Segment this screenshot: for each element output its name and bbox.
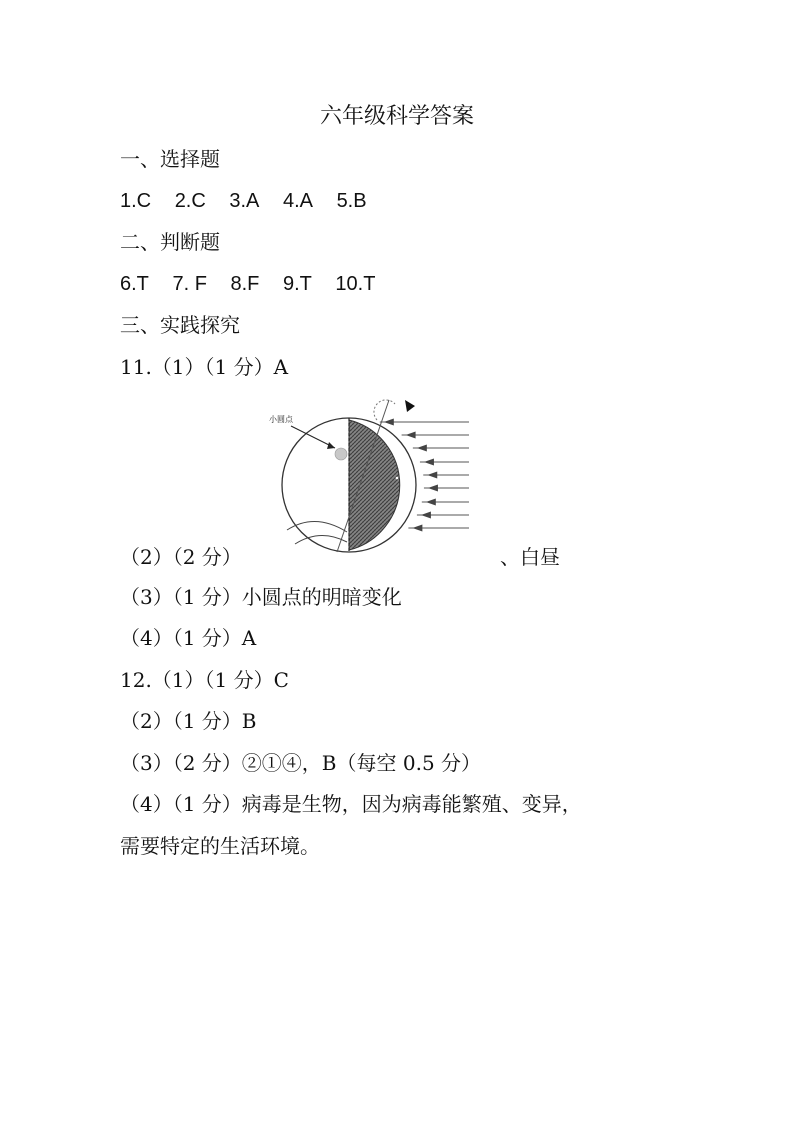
q11-part2-prefix: （2）（2 分）	[120, 545, 242, 569]
sun-ray-arrowhead	[417, 445, 427, 452]
answer-5: 5.B	[336, 190, 367, 212]
q12-part4-line2: 需要特定的生活环境。	[120, 834, 320, 858]
rotation-arrow-icon	[405, 400, 415, 412]
answer-2: 2.C	[174, 190, 206, 212]
answer-10: 10.T	[335, 273, 376, 295]
section-judge-heading: 二、判断题	[120, 230, 220, 254]
answer-7: 7. F	[172, 273, 207, 295]
q11-part4: （4）（1 分）A	[120, 626, 257, 650]
q11-part3: （3）（1 分）小圆点的明暗变化	[120, 585, 402, 609]
q12-part1: 12.（1）（1 分）C	[120, 668, 289, 692]
label-pointer-head	[327, 442, 335, 449]
q11-part1: 11.（1）（1 分）A	[120, 355, 289, 379]
q12-part2: （2）（1 分）B	[120, 709, 257, 733]
sun-ray-arrowhead	[426, 499, 436, 506]
answer-9: 9.T	[282, 273, 312, 295]
answer-8: 8.F	[230, 273, 260, 295]
q12-part4-line1: （4）（1 分）病毒是生物，因为病毒能繁殖、变异，	[120, 792, 582, 816]
latitude-arc-2	[295, 535, 347, 544]
earth-day-night-diagram	[265, 392, 475, 557]
choice-answers	[120, 189, 385, 213]
judge-answers	[120, 272, 393, 296]
sun-ray-arrowhead	[428, 485, 438, 492]
small-dot	[335, 448, 347, 460]
dot-label: 小圆点	[269, 415, 293, 424]
answer-6: 6.T	[120, 273, 149, 295]
sun-ray-arrowhead	[384, 419, 394, 426]
answer-4: 4.A	[282, 190, 313, 212]
answer-3: 3.A	[229, 190, 260, 212]
sun-ray-arrowhead	[421, 512, 431, 519]
section-choice-heading: 一、选择题	[120, 147, 220, 171]
sun-ray-arrowhead	[412, 525, 422, 532]
white-speck	[396, 477, 399, 480]
answer-1: 1.C	[120, 190, 152, 212]
section-practice-heading: 三、实践探究	[120, 313, 240, 337]
page-title: 六年级科学答案	[319, 104, 474, 129]
rotation-arc	[374, 400, 395, 420]
sun-ray-arrowhead	[424, 459, 434, 466]
sun-ray-arrowhead	[406, 432, 416, 439]
sun-ray-arrowhead	[427, 472, 437, 479]
q12-part3: （3）（2 分）②①④，B（每空 0.5 分）	[120, 751, 482, 775]
lit-hemisphere	[349, 420, 400, 550]
q11-part2-suffix: 、白昼	[500, 545, 560, 569]
